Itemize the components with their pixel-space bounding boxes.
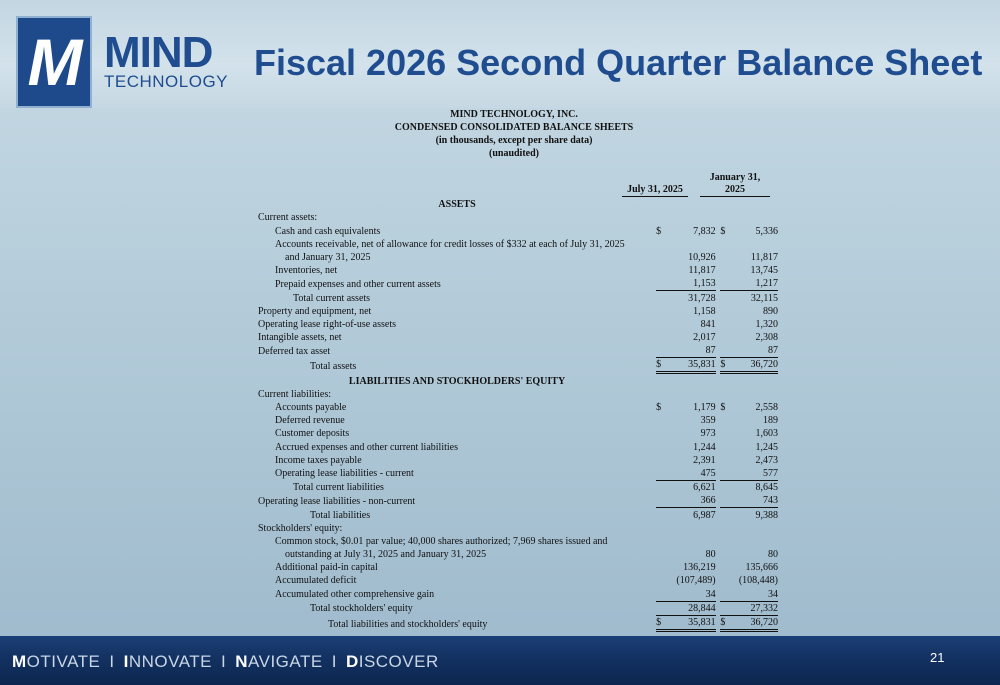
table-row [258,238,778,251]
value-january-2025: 2,308 [755,332,778,344]
value-january-2025 [729,198,778,211]
currency-symbol [656,198,664,211]
currency-symbol [720,601,728,615]
currency-symbol [720,480,728,494]
row-label: Cash and cash equivalents [275,225,381,237]
currency-symbol [720,427,728,440]
value-january-2025 [729,211,778,224]
column-header-january-line2: 2025 [725,184,745,195]
value-july-2025: 1,244 [693,441,716,453]
currency-symbol [720,494,728,508]
table-row [258,574,778,587]
tagline-rest: NNOVATE [128,652,213,671]
value-january-2025: 135,666 [745,562,778,574]
table-row [258,264,778,277]
value-july-2025: 1,153 [664,277,715,291]
table-row [258,535,778,548]
currency-symbol: $ [656,358,664,373]
currency-symbol [656,414,664,427]
currency-symbol: $ [720,615,728,630]
value-july-2025: 841 [700,318,716,330]
currency-symbol [656,277,664,291]
currency-symbol [720,318,728,331]
value-january-2025: 80 [768,549,778,561]
value-july-2025 [664,211,715,224]
value-january-2025: 8,645 [755,482,778,494]
row-label: Accounts receivable, net of allowance for credit losses of $332 at each of July 31, 2025 [275,238,625,250]
value-july-2025 [664,373,715,388]
tagline-initial: N [235,652,249,671]
table-row [258,561,778,574]
value-january-2025: 1,217 [729,277,778,291]
column-header-july-2025 [622,184,688,197]
currency-symbol [720,238,728,251]
currency-symbol [720,373,728,388]
table-row [258,401,778,414]
currency-symbol [720,508,728,522]
value-july-2025: 475 [664,467,715,481]
value-july-2025: 7,832 [693,225,716,237]
currency-symbol: $ [720,225,726,237]
table-row [258,522,778,535]
table-row [258,467,778,481]
table-row [258,440,778,453]
tagline-initial: I [123,652,129,671]
tagline-separator: I [221,652,227,671]
value-january-2025: 13,745 [750,265,778,277]
tagline-rest: ISCOVER [358,652,439,671]
balance-sheet-table [258,198,778,632]
row-label: ASSETS [438,199,476,211]
tagline-rest: AVIGATE [248,652,323,671]
row-label: Inventories, net [275,265,338,277]
table-row [258,358,778,373]
value-january-2025: 9,388 [755,509,778,521]
currency-symbol [656,264,664,277]
value-january-2025: (108,448) [738,575,778,587]
row-label: Operating lease liabilities - non-current [258,495,416,507]
section-header-row [258,373,778,388]
section-header-row [258,198,778,211]
statement-audit-status: (unaudited) [488,148,539,159]
value-july-2025: 34 [664,587,715,601]
currency-symbol [720,277,728,291]
table-row [258,508,778,522]
tagline-initial: M [12,652,27,671]
table-row [258,601,778,615]
table-row [258,277,778,291]
company-name: MIND TECHNOLOGY, INC. [450,109,578,120]
currency-symbol [656,494,664,508]
logo-subtitle: TECHNOLOGY [104,72,229,91]
currency-symbol [720,305,728,318]
statement-units: (in thousands, except per share data) [435,135,593,146]
currency-symbol [656,508,664,522]
value-july-2025: 87 [664,344,715,358]
value-january-2025: 11,817 [750,251,778,263]
row-label: Accumulated deficit [275,575,357,587]
table-row [258,331,778,344]
value-july-2025: 2,017 [693,332,716,344]
currency-symbol [656,211,664,224]
row-label: Property and equipment, net [258,305,372,317]
currency-symbol [720,522,728,535]
currency-symbol [656,440,664,453]
table-row [258,494,778,508]
row-label: Total assets [310,360,357,372]
row-label: Accumulated other comprehensive gain [275,589,435,601]
currency-symbol [720,291,728,305]
statement-title: CONDENSED CONSOLIDATED BALANCE SHEETS [394,122,634,133]
currency-symbol [656,373,664,388]
value-july-2025: 31,728 [688,292,716,304]
row-label: Total liabilities [310,509,371,521]
value-july-2025: 35,831 [664,615,715,630]
table-row [258,587,778,601]
value-july-2025: (107,489) [676,575,716,587]
value-january-2025: 34 [729,587,778,601]
row-label: Current assets: [258,212,318,224]
currency-symbol [720,454,728,467]
value-july-2025: 6,987 [693,509,716,521]
column-header-january-2025 [700,172,770,197]
tagline-word [12,652,100,671]
value-july-2025: 11,817 [688,265,716,277]
row-label: LIABILITIES AND STOCKHOLDERS' EQUITY [348,375,566,387]
value-july-2025 [664,198,715,211]
currency-symbol [656,587,664,601]
tagline-initial: D [345,652,359,671]
currency-symbol [720,574,728,587]
value-july-2025: 10,926 [688,251,716,263]
table-row [258,615,778,630]
statement-heading [380,108,648,160]
table-row [258,305,778,318]
company-logo-mark [16,16,92,108]
row-label: Additional paid-in capital [275,562,378,574]
row-label: Current liabilities: [258,388,332,400]
currency-symbol [656,238,664,251]
currency-symbol: $ [720,358,728,373]
value-july-2025: 359 [700,415,716,427]
row-label: Total current assets [293,292,371,304]
row-label: Deferred revenue [275,415,345,427]
value-january-2025: 189 [763,415,778,427]
currency-symbol [720,535,728,548]
currency-symbol [656,454,664,467]
tagline-separator: I [109,652,115,671]
table-row [258,318,778,331]
currency-symbol [656,388,664,401]
value-january-2025: 36,720 [729,615,778,630]
value-july-2025: 1,179 [693,402,716,413]
value-january-2025 [729,388,778,401]
currency-symbol [656,561,664,574]
value-july-2025: 1,158 [693,305,716,317]
table-row [258,251,778,264]
value-january-2025: 27,332 [729,601,778,615]
table-row [258,388,778,401]
table-row [258,548,778,561]
table-row [258,480,778,494]
row-label: Stockholders' equity: [258,522,343,534]
currency-symbol [656,344,664,358]
page-number: 21 [930,650,945,665]
tagline-word [124,652,212,671]
value-january-2025 [729,238,778,251]
currency-symbol [720,344,728,358]
value-july-2025: 136,219 [683,562,716,574]
currency-symbol [656,601,664,615]
currency-symbol [720,331,728,344]
tagline-separator: I [331,652,337,671]
value-july-2025 [664,522,715,535]
table-row [258,224,778,237]
currency-symbol: $ [656,615,664,630]
currency-symbol [720,467,728,481]
column-header-january-line1: January 31, [709,172,761,183]
column-header-july-label: July 31, 2025 [627,184,683,195]
currency-symbol [720,388,728,401]
row-label: and January 31, 2025 [285,251,371,263]
value-july-2025 [664,238,715,251]
table-row [258,454,778,467]
tagline-rest: OTIVATE [26,652,101,671]
row-label: Total stockholders' equity [310,603,413,615]
row-label: Accounts payable [275,402,347,413]
currency-symbol [656,574,664,587]
value-january-2025 [729,373,778,388]
currency-symbol [656,291,664,305]
table-row [258,427,778,440]
value-january-2025: 743 [729,494,778,508]
currency-symbol [720,548,728,561]
currency-symbol [720,264,728,277]
value-july-2025: 2,391 [693,454,716,466]
currency-symbol [720,587,728,601]
currency-symbol [720,561,728,574]
row-label: Operating lease right-of-use assets [258,318,397,330]
value-july-2025 [664,388,715,401]
row-label: Intangible assets, net [258,332,342,344]
value-january-2025: 577 [729,467,778,481]
value-july-2025: 35,831 [664,358,715,373]
currency-symbol [656,522,664,535]
currency-symbol [656,480,664,494]
currency-symbol [720,414,728,427]
currency-symbol [720,251,728,264]
currency-symbol [656,467,664,481]
value-january-2025: 2,473 [755,454,778,466]
value-july-2025 [664,535,715,548]
value-january-2025 [729,522,778,535]
currency-symbol: $ [720,402,726,413]
value-january-2025: 1,320 [755,318,778,330]
value-july-2025: 28,844 [664,601,715,615]
value-january-2025: 5,336 [755,225,778,237]
value-july-2025: 973 [700,428,716,440]
value-july-2025: 366 [664,494,715,508]
logo-name: MIND [104,28,213,77]
row-label: Customer deposits [275,428,350,440]
row-label: Total liabilities and stockholders' equity [328,618,488,630]
row-label: Operating lease liabilities - current [275,468,414,480]
row-label: Accrued expenses and other current liabilities [275,441,458,453]
logo-m-letter: M [27,25,81,99]
table-row [258,344,778,358]
value-january-2025: 32,115 [750,292,778,304]
row-label: outstanding at July 31, 2025 and January 31, 2025 [285,549,487,561]
table-row [258,211,778,224]
currency-symbol [656,548,664,561]
currency-symbol [656,305,664,318]
currency-symbol [720,198,728,211]
value-january-2025: 2,558 [755,402,778,413]
slide-title: Fiscal 2026 Second Quarter Balance Sheet [254,42,983,83]
currency-symbol [720,211,728,224]
currency-symbol [656,535,664,548]
value-july-2025: 80 [705,549,716,561]
row-label: Deferred tax asset [258,345,331,357]
currency-symbol [656,331,664,344]
row-label: Total current liabilities [293,482,384,494]
value-january-2025: 87 [729,344,778,358]
tagline-word [346,652,439,671]
currency-symbol: $ [656,402,662,413]
value-january-2025: 890 [763,305,778,317]
currency-symbol: $ [656,225,662,237]
value-january-2025: 1,603 [755,428,778,440]
currency-symbol [656,251,664,264]
value-january-2025: 1,245 [755,441,778,453]
row-label: Common stock, $0.01 par value; 40,000 shares authorized; 7,969 shares issued and [275,535,608,547]
tagline-word [235,652,322,671]
value-july-2025: 6,621 [693,482,716,494]
currency-symbol [720,440,728,453]
currency-symbol [656,427,664,440]
row-label: Income taxes payable [275,454,362,466]
table-row [258,414,778,427]
currency-symbol [656,318,664,331]
value-january-2025 [729,535,778,548]
value-january-2025: 36,720 [729,358,778,373]
row-label: Prepaid expenses and other current assets [275,278,441,290]
tagline [12,652,439,672]
table-row [258,291,778,305]
